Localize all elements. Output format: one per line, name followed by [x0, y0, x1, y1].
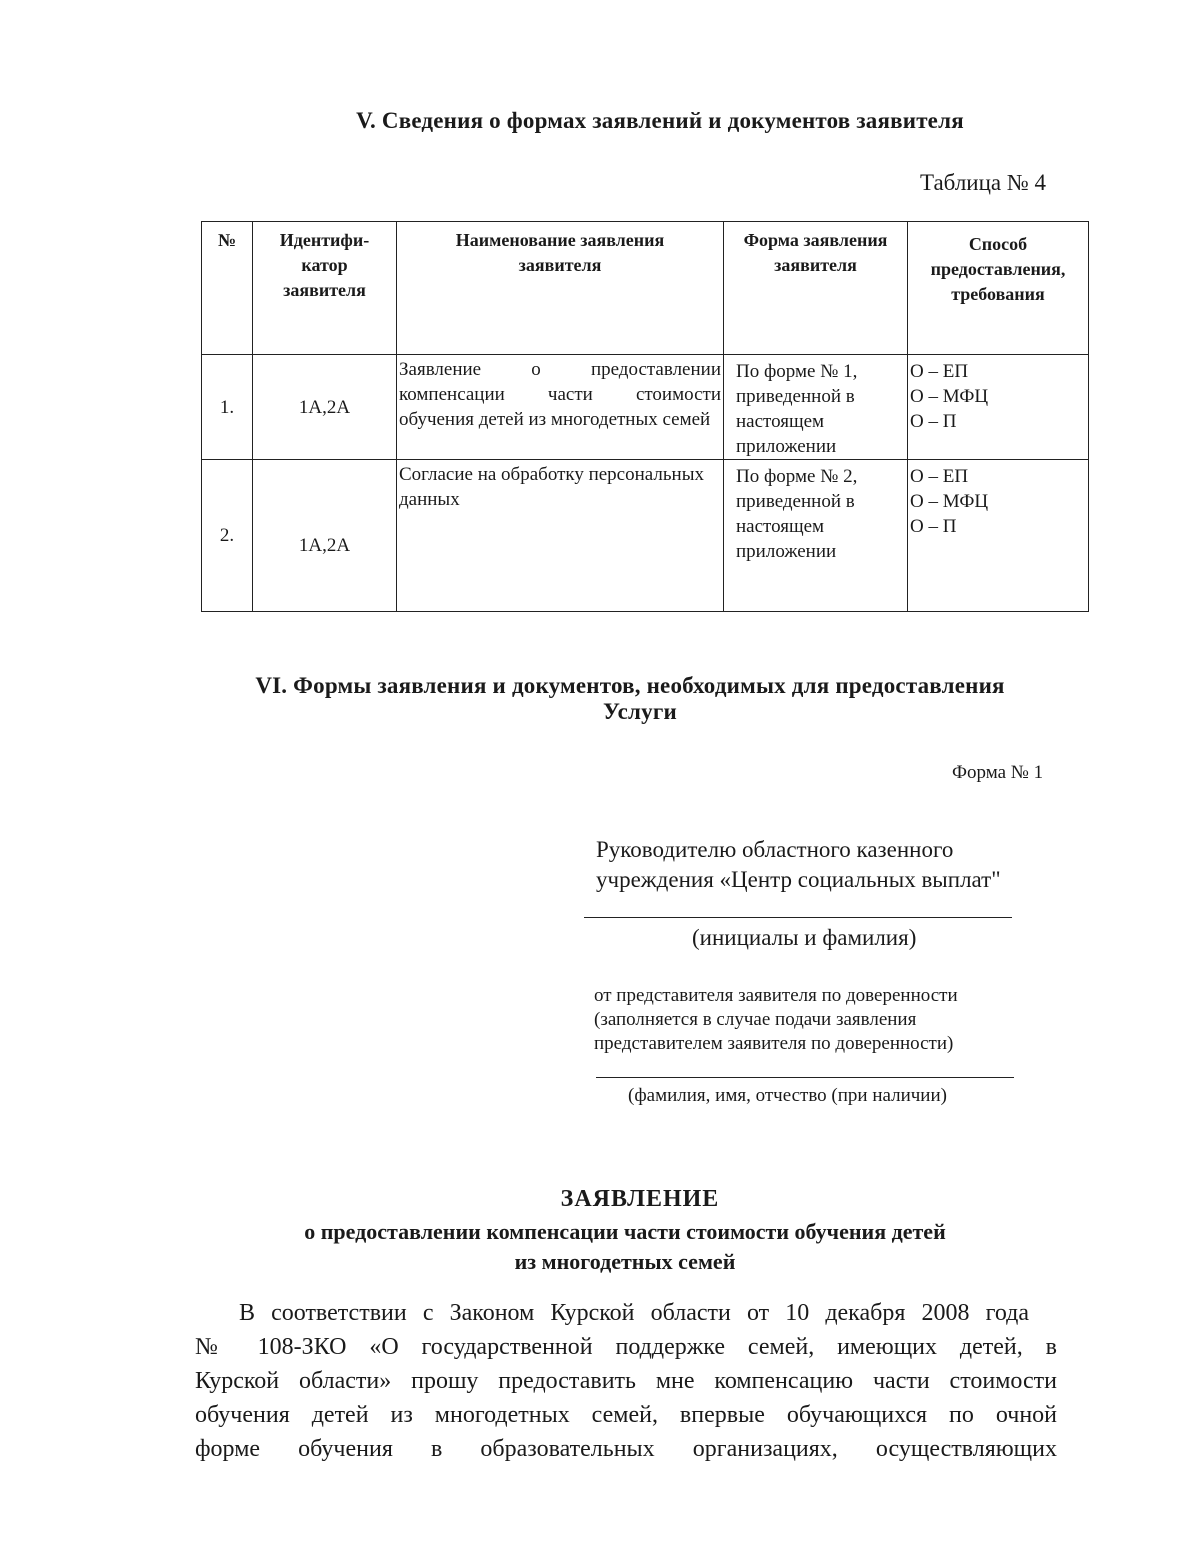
header-name: Наименование заявления заявителя [397, 222, 724, 355]
table-header-row [202, 222, 1089, 355]
addressee-block: Руководителю областного казенного учреждения «Центр социальных выплат" [596, 837, 1001, 892]
statement-subtitle: о предоставлении компенсации части стоимости обучения детей из многодетных семей [304, 1219, 946, 1274]
initials-underline [584, 917, 1012, 918]
statement-line: № 108-ЗКО «О государственной поддержке семей, имеющих детей, в [195, 1334, 1057, 1360]
header-identifier: Идентифи- катор заявителя [253, 222, 397, 355]
row-identifier: 1А,2А [253, 460, 397, 612]
initials-hint: (инициалы и фамилия) [692, 925, 917, 950]
row-way: О – ЕП О – МФЦ О – П [908, 460, 1089, 612]
statement-body [195, 1299, 1057, 1463]
row-form: По форме № 1, приведенной в настоящем приложении [724, 355, 908, 460]
row-name: Заявление о предоставлении компенсации части стоимости обучения детей из многодетных семей [397, 355, 724, 460]
header-form: Форма заявления заявителя [724, 222, 908, 355]
forms-table [201, 221, 1089, 612]
fio-hint: (фамилия, имя, отчество (при наличии) [628, 1085, 947, 1106]
header-num: № [202, 222, 253, 355]
row-num: 1. [202, 355, 253, 460]
row-name: Согласие на обработку персональных данных [397, 460, 724, 612]
statement-line: Курской области» прошу предоставить мне компенсацию части стоимости [195, 1368, 1057, 1394]
statement-line: обучения детей из многодетных семей, впервые обучающихся по очной [195, 1402, 1057, 1428]
section-6-title: VI. Формы заявления и документов, необходимых для предоставления Услуги [255, 673, 1005, 724]
table-row [202, 460, 1089, 612]
statement-line: В соответствии с Законом Курской области от 10 декабря 2008 года [239, 1300, 1029, 1326]
row-identifier: 1А,2А [253, 355, 397, 460]
row-way: О – ЕП О – МФЦ О – П [908, 355, 1089, 460]
form-number-label: Форма № 1 [952, 762, 1044, 783]
row-num: 2. [202, 460, 253, 612]
statement-title: ЗАЯВЛЕНИЕ [560, 1186, 720, 1212]
section-5-title: V. Сведения о формах заявлений и документов заявителя [356, 108, 964, 133]
row-form: По форме № 2, приведенной в настоящем приложении [724, 460, 908, 612]
table-caption: Таблица № 4 [920, 170, 1047, 195]
table-row [202, 355, 1089, 460]
header-way: Способ предоставления, требования [908, 222, 1089, 355]
representative-block: от представителя заявителя по доверенности (заполняется в случае подачи заявления представителем заявителя по доверенности) [594, 985, 958, 1054]
statement-line: форме обучения в образовательных организациях, осуществляющих [195, 1436, 1057, 1462]
fio-underline [596, 1077, 1014, 1078]
